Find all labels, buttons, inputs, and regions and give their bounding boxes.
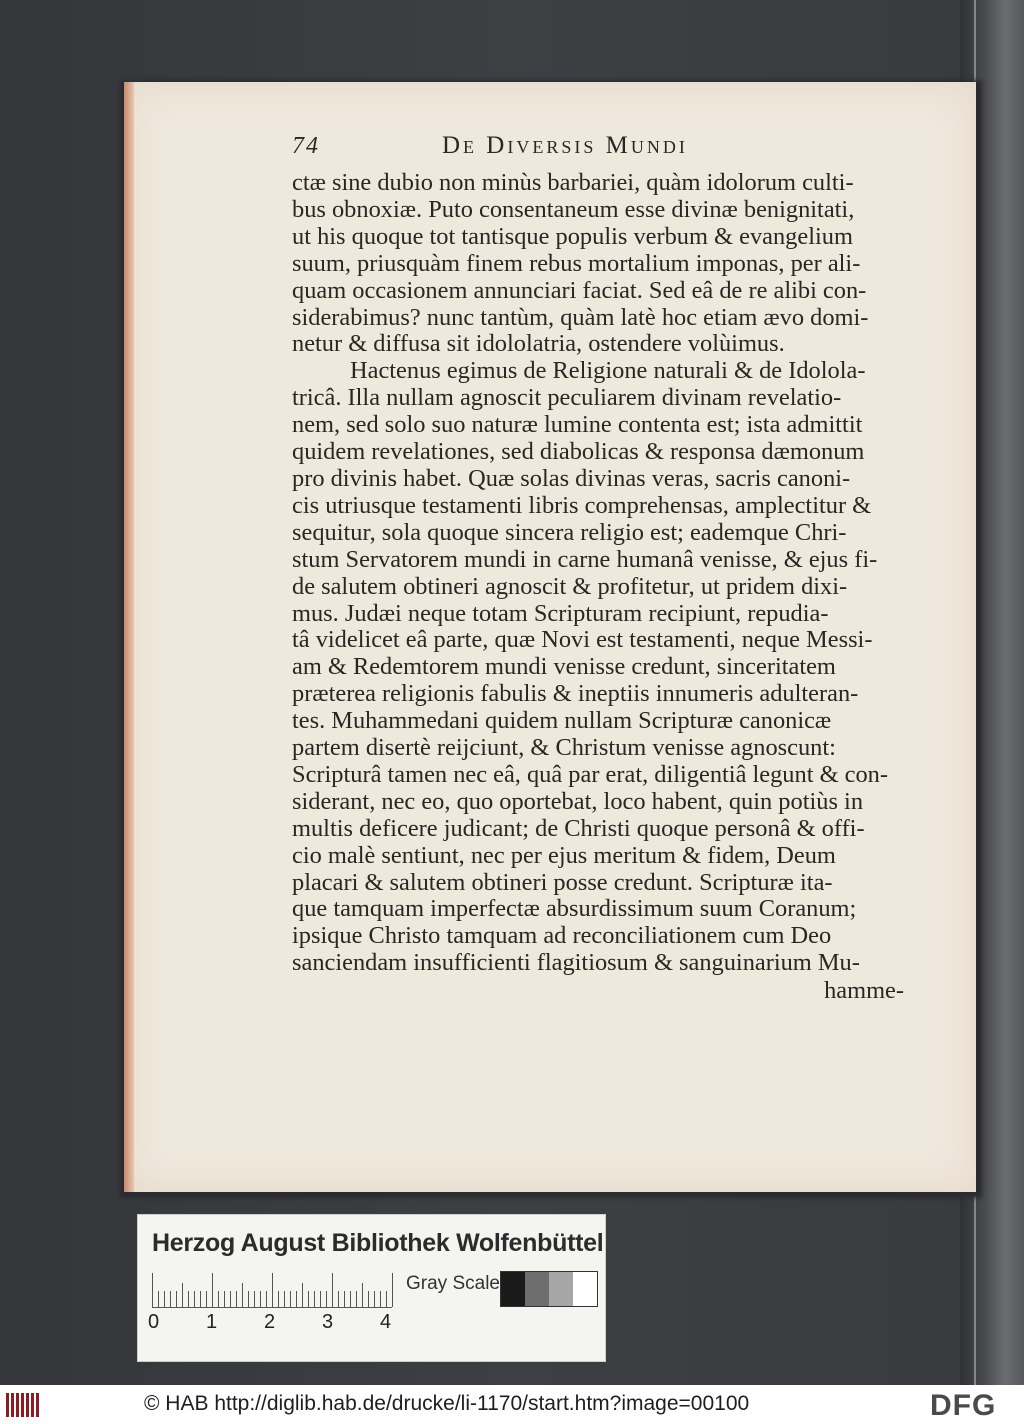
text-line: siderabimus? nunc tantùm, quàm latè hoc etiam ævo domi- bbox=[292, 304, 869, 331]
ruler-tick bbox=[236, 1291, 237, 1307]
text-line: Hactenus egimus de Religione naturali & de Idolola- bbox=[350, 358, 866, 385]
ruler-tick bbox=[332, 1273, 333, 1307]
text-line: stum Servatorem mundi in carne humanâ venisse, & ejus fi- bbox=[292, 546, 878, 573]
text-line: quam occasionem annunciari faciat. Sed eâ de re alibi con- bbox=[292, 277, 867, 304]
text-line: que tamquam imperfectæ absurdissimum suum Coranum; bbox=[292, 896, 857, 923]
ruler-tick bbox=[266, 1291, 267, 1307]
ruler-number: 3 bbox=[322, 1311, 334, 1333]
body-text bbox=[292, 170, 904, 977]
text-line: sequitur, sola quoque sincera religio est; eademque Chri- bbox=[292, 519, 847, 546]
library-name: Herzog August Bibliothek Wolfenbüttel bbox=[152, 1229, 604, 1257]
page-number: 74 bbox=[292, 133, 320, 159]
gray-swatch bbox=[501, 1272, 525, 1306]
text-line: bus obnoxiæ. Puto consentaneum esse divinæ benignitati, bbox=[292, 196, 855, 223]
text-line: siderant, nec eo, quo oportebat, loco habent, quin potiùs in bbox=[292, 788, 864, 815]
ruler-tick bbox=[248, 1291, 249, 1307]
text-line: quidem revelationes, sed diabolicas & responsa dæmonum bbox=[292, 439, 865, 466]
text-line: tricâ. Illa nullam agnoscit peculiarem divinam revelatio- bbox=[292, 385, 842, 412]
hab-logo-icon bbox=[6, 1393, 42, 1417]
gray-scale-label: Gray Scale bbox=[406, 1273, 500, 1294]
ruler-number: 0 bbox=[148, 1311, 160, 1333]
page-header bbox=[292, 132, 904, 170]
ruler-tick bbox=[278, 1291, 279, 1307]
ruler-tick bbox=[362, 1283, 363, 1307]
ruler-tick bbox=[380, 1291, 381, 1307]
ruler-ticks bbox=[152, 1273, 392, 1307]
ruler-tick bbox=[320, 1291, 321, 1307]
text-line: sanciendam insufficienti flagitiosum & sanguinarium Mu- bbox=[292, 950, 860, 977]
ruler-tick bbox=[338, 1291, 339, 1307]
ruler-number: 2 bbox=[264, 1311, 276, 1333]
ruler-tick bbox=[182, 1283, 183, 1307]
ruler-tick bbox=[206, 1291, 207, 1307]
gray-swatch bbox=[549, 1272, 573, 1306]
ruler-tick bbox=[296, 1291, 297, 1307]
ruler-tick bbox=[254, 1291, 255, 1307]
catchword: hamme- bbox=[824, 977, 904, 1005]
ruler-tick bbox=[212, 1273, 213, 1307]
text-line: multis deficere judicant; de Christi quoque personâ & offi- bbox=[292, 815, 865, 842]
ruler-number: 1 bbox=[206, 1311, 218, 1333]
text-line: partem disertè reijciunt, & Christum venisse agnoscunt: bbox=[292, 735, 836, 762]
ruler-tick bbox=[188, 1291, 189, 1307]
footer-bar bbox=[0, 1385, 1024, 1424]
gray-scale-swatches bbox=[500, 1271, 598, 1307]
ruler-tick bbox=[392, 1273, 393, 1307]
text-line: Scripturâ tamen nec eâ, quâ par erat, diligentiâ legunt & con- bbox=[292, 761, 888, 788]
text-line: tes. Muhammedani quidem nullam Scripturæ canonicæ bbox=[292, 708, 832, 735]
ruler-tick bbox=[176, 1291, 177, 1307]
ruler-tick bbox=[272, 1273, 273, 1307]
ruler-tick bbox=[284, 1291, 285, 1307]
ruler-tick bbox=[290, 1291, 291, 1307]
color-ruler-card bbox=[137, 1214, 606, 1362]
ruler-tick bbox=[224, 1291, 225, 1307]
ruler-tick bbox=[368, 1291, 369, 1307]
ruler-tick bbox=[386, 1291, 387, 1307]
ruler-tick bbox=[194, 1291, 195, 1307]
text-line: ipsique Christo tamquam ad reconciliationem cum Deo bbox=[292, 923, 832, 950]
ruler-tick bbox=[260, 1291, 261, 1307]
ruler-tick bbox=[314, 1291, 315, 1307]
text-line: mus. Judæi neque totam Scripturam recipiunt, repudia- bbox=[292, 600, 829, 627]
ruler-tick bbox=[302, 1283, 303, 1307]
text-line: suum, priusquàm finem rebus mortalium imponas, per ali- bbox=[292, 250, 861, 277]
text-line: tâ videlicet eâ parte, quæ Novi est testamenti, neque Messi- bbox=[292, 627, 873, 654]
ruler-tick bbox=[158, 1291, 159, 1307]
ruler-tick bbox=[344, 1291, 345, 1307]
text-line: nem, sed solo suo naturæ lumine contenta est; ista admittit bbox=[292, 412, 863, 439]
text-line: præterea religionis fabulis & ineptiis innumeris adulteran- bbox=[292, 681, 859, 708]
text-line: am & Redemtorem mundi venisse credunt, sinceritatem bbox=[292, 654, 836, 681]
ruler-tick bbox=[218, 1291, 219, 1307]
ruler-tick bbox=[356, 1291, 357, 1307]
ruler-tick bbox=[164, 1291, 165, 1307]
page-left-edge bbox=[124, 82, 134, 1192]
ruler-tick bbox=[326, 1291, 327, 1307]
text-line: netur & diffusa sit idololatria, ostendere volùimus. bbox=[292, 331, 785, 358]
ruler-tick bbox=[374, 1291, 375, 1307]
footer-credit-link[interactable]: © HAB http://diglib.hab.de/drucke/li-1170/start.htm?image=00100 bbox=[144, 1392, 750, 1415]
ruler-tick bbox=[200, 1291, 201, 1307]
text-line: de salutem obtineri agnoscit & profitetur, ut pridem dixi- bbox=[292, 573, 848, 600]
ruler-tick bbox=[350, 1291, 351, 1307]
text-line: ctæ sine dubio non minùs barbariei, quàm idolorum culti- bbox=[292, 170, 854, 196]
text-line: ut his quoque tot tantisque populis verbum & evangelium bbox=[292, 223, 853, 250]
text-line: cis utriusque testamenti libris comprehensas, amplectitur & bbox=[292, 492, 872, 519]
ruler-tick bbox=[308, 1291, 309, 1307]
ruler-tick bbox=[152, 1273, 153, 1307]
ruler-number: 4 bbox=[380, 1311, 392, 1333]
page-text-block bbox=[292, 132, 904, 1005]
ruler-baseline bbox=[152, 1307, 392, 1308]
text-line: cio malè sentiunt, nec per ejus meritum & fidem, Deum bbox=[292, 842, 836, 869]
ruler-tick bbox=[230, 1291, 231, 1307]
ruler-tick bbox=[170, 1291, 171, 1307]
running-title: De Diversis Mundi bbox=[442, 132, 688, 159]
ruler-tick bbox=[242, 1283, 243, 1307]
gray-swatch bbox=[525, 1272, 549, 1306]
text-line: pro divinis habet. Quæ solas divinas veras, sacris canoni- bbox=[292, 465, 851, 492]
gray-swatch bbox=[573, 1272, 597, 1306]
dfg-logo: DFG bbox=[930, 1389, 997, 1422]
text-line: placari & salutem obtineri posse credunt. Scripturæ ita- bbox=[292, 869, 833, 896]
